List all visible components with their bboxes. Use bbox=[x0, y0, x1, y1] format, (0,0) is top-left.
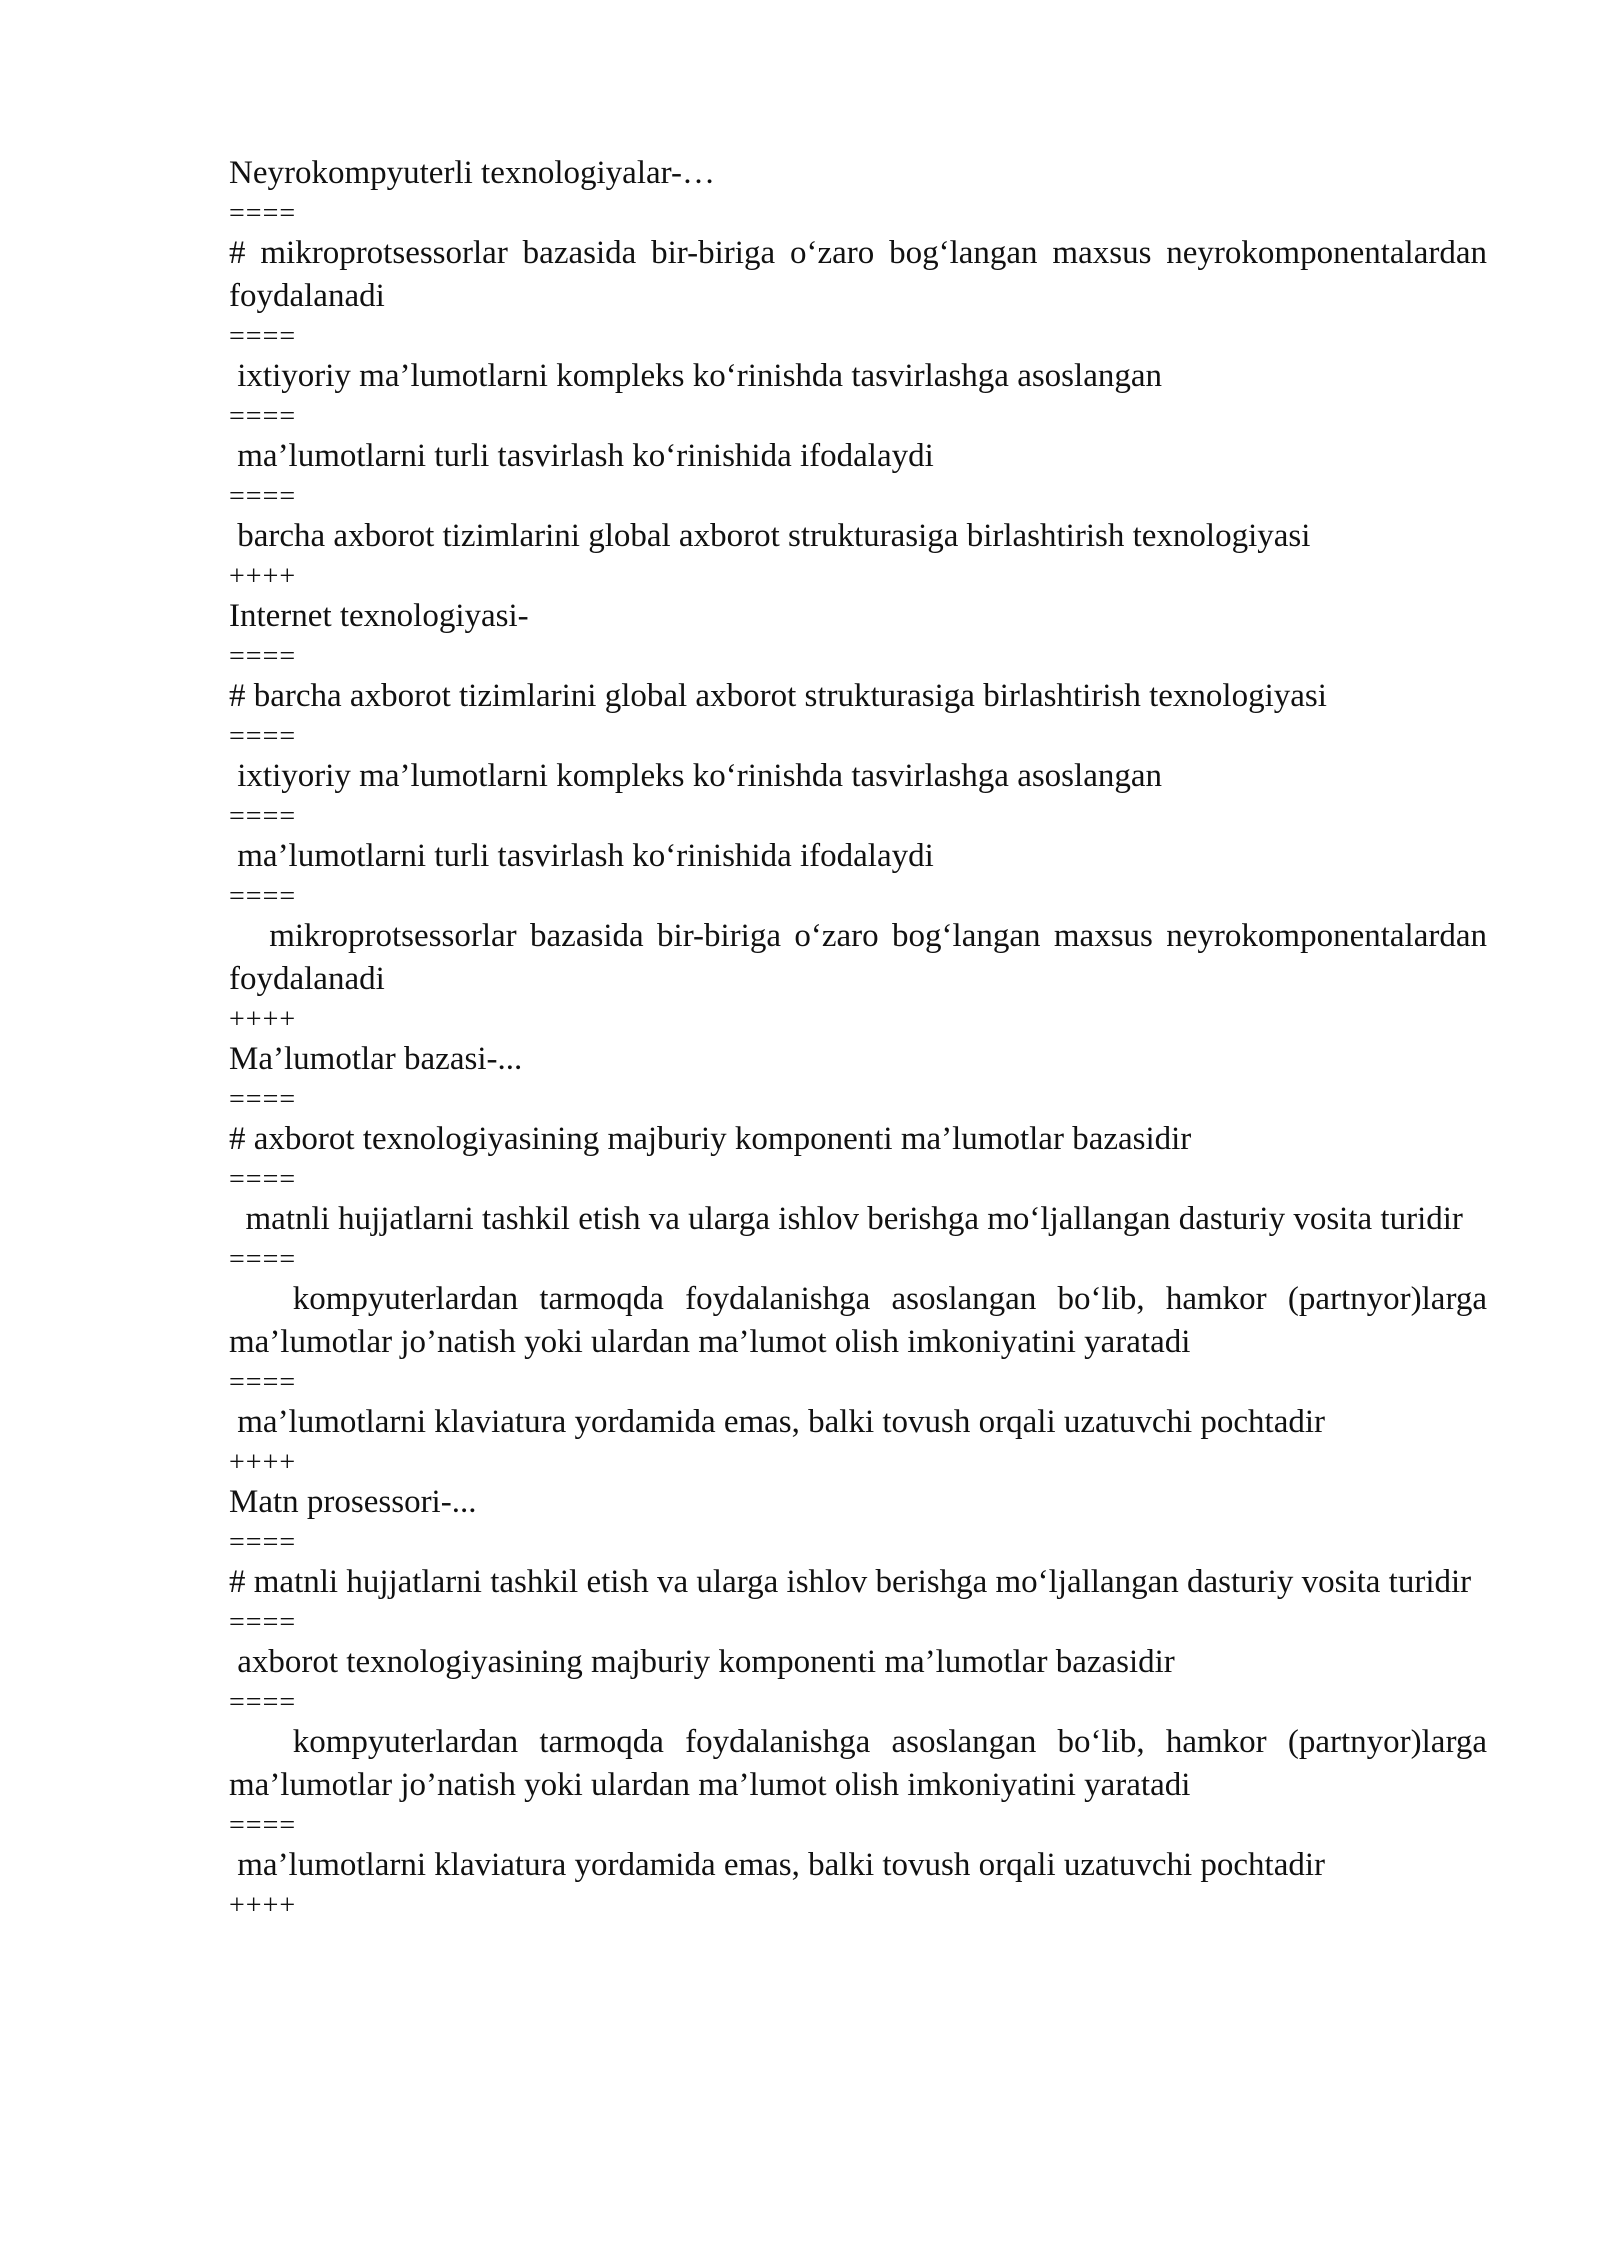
option-separator: ==== bbox=[229, 481, 297, 512]
correct-answer-option: # barcha axborot tizimlarini global axborot strukturasiga birlashtirish texnologiyasi bbox=[229, 678, 1327, 714]
option-separator: ==== bbox=[229, 721, 297, 752]
answer-option: kompyuterlardan tarmoqda foydalanishga asoslangan bo‘lib, hamkor (partnyor)larga ma’lumotlar jo’natish yoki ulardan ma’lumot olish imkoniyatini yaratadi bbox=[229, 1724, 1496, 1803]
answer-option: barcha axborot tizimlarini global axborot strukturasiga birlashtirish texnologiyasi bbox=[229, 518, 1311, 554]
answer-option: ma’lumotlarni klaviatura yordamida emas, balki tovush orqali uzatuvchi pochtadir bbox=[229, 1404, 1326, 1440]
question-title: Matn prosessori-... bbox=[229, 1484, 477, 1520]
question-title: Neyrokompyuterli texnologiyalar-… bbox=[229, 155, 715, 191]
option-separator: ==== bbox=[229, 881, 297, 912]
question-title: Internet texnologiyasi- bbox=[229, 598, 529, 634]
option-separator: ==== bbox=[229, 641, 297, 672]
option-separator: ==== bbox=[229, 1244, 297, 1275]
answer-option: ma’lumotlarni klaviatura yordamida emas, balki tovush orqali uzatuvchi pochtadir bbox=[229, 1847, 1326, 1883]
question-title: Ma’lumotlar bazasi-... bbox=[229, 1041, 523, 1077]
answer-option: mikroprotsessorlar bazasida bir-biriga o‘zaro bog‘langan maxsus neyrokomponentalardan foydalanadi bbox=[229, 918, 1496, 997]
question-separator: ++++ bbox=[229, 1447, 297, 1478]
document-page bbox=[229, 152, 1496, 1924]
option-separator: ==== bbox=[229, 1687, 297, 1718]
option-separator: ==== bbox=[229, 1084, 297, 1115]
correct-answer-option: # mikroprotsessorlar bazasida bir-biriga o‘zaro bog‘langan maxsus neyrokomponentalardan foydalanadi bbox=[229, 235, 1496, 314]
option-separator: ==== bbox=[229, 1607, 297, 1638]
question-separator: ++++ bbox=[229, 1004, 297, 1035]
option-separator: ==== bbox=[229, 801, 297, 832]
option-separator: ==== bbox=[229, 1164, 297, 1195]
answer-option: matnli hujjatlarni tashkil etish va ularga ishlov berishga mo‘ljallangan dasturiy vosita turidir bbox=[229, 1201, 1463, 1237]
option-separator: ==== bbox=[229, 198, 297, 229]
option-separator: ==== bbox=[229, 401, 297, 432]
correct-answer-option: # matnli hujjatlarni tashkil etish va ularga ishlov berishga mo‘ljallangan dasturiy vosita turidir bbox=[229, 1564, 1472, 1600]
answer-option: axborot texnologiyasining majburiy komponenti ma’lumotlar bazasidir bbox=[229, 1644, 1175, 1680]
option-separator: ==== bbox=[229, 1367, 297, 1398]
option-separator: ==== bbox=[229, 1527, 297, 1558]
answer-option: ma’lumotlarni turli tasvirlash ko‘rinishida ifodalaydi bbox=[229, 438, 934, 474]
answer-option: ixtiyoriy ma’lumotlarni kompleks ko‘rinishda tasvirlashga asoslangan bbox=[229, 758, 1162, 794]
option-separator: ==== bbox=[229, 1810, 297, 1841]
answer-option: ma’lumotlarni turli tasvirlash ko‘rinishida ifodalaydi bbox=[229, 838, 934, 874]
answer-option: ixtiyoriy ma’lumotlarni kompleks ko‘rinishda tasvirlashga asoslangan bbox=[229, 358, 1162, 394]
option-separator: ==== bbox=[229, 321, 297, 352]
answer-option: kompyuterlardan tarmoqda foydalanishga asoslangan bo‘lib, hamkor (partnyor)larga ma’lumotlar jo’natish yoki ulardan ma’lumot olish imkoniyatini yaratadi bbox=[229, 1281, 1496, 1360]
correct-answer-option: # axborot texnologiyasining majburiy komponenti ma’lumotlar bazasidir bbox=[229, 1121, 1192, 1157]
question-separator: ++++ bbox=[229, 561, 297, 592]
question-separator: ++++ bbox=[229, 1890, 297, 1921]
